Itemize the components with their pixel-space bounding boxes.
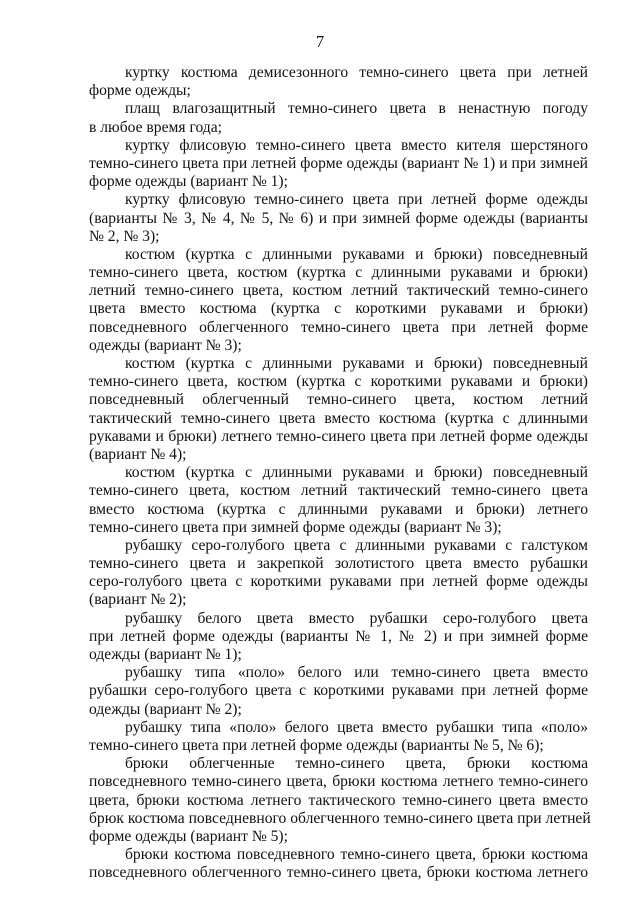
text-line: рубашку серо-голубого цвета с длинными рукавами с галстуком [125,536,588,554]
text-line: одежды (вариант № 1); [89,646,242,663]
text-line: одежды (вариант № 2); [89,700,242,718]
text-line: брюки костюма повседневного темно-синего цвета, брюки костюма [125,846,588,864]
text-line: форме одежды; [89,82,191,100]
text-line: куртку флисовую темно-синего цвета вместо кителя шерстяного [125,136,588,154]
page-number: 7 [315,32,325,51]
paragraph [89,846,588,882]
text-line: темно-синего цвета, костюм (куртка с короткими рукавами и брюки) [89,373,588,391]
text-line: летний темно-синего цвета, костюм летний тактический темно-синего [89,282,588,300]
text-line: темно-синего цвета, костюм летний тактический темно-синего цвета [89,482,588,500]
paragraph [89,664,588,719]
text-line: костюм (куртка с длинными рукавами и брюки) повседневный [125,464,588,482]
text-line: тактический темно-синего цвета вместо костюма (куртка с длинными [89,409,588,427]
paragraph [89,355,588,464]
text-line: одежды (вариант № 3); [89,336,242,354]
text-line: костюм (куртка с длинными рукавами и брюки) повседневный [125,245,588,263]
text-line: (вариант № 2); [89,591,187,609]
paragraph [89,246,588,355]
text-line: повседневного облегченного темно-синего цвета, брюки костюма летнего [89,864,588,882]
text-line: рукавами и брюки) летнего темно-синего цвета при летней форме одежды [89,427,588,445]
text-line: повседневного облегченного темно-синего цвета при летней форме [89,318,588,336]
text-line: куртку костюма демисезонного темно-синего цвета при летней [125,64,588,81]
document-body [89,64,591,882]
text-line: цвета вместо костюма (куртка с короткими рукавами и брюки) [89,300,588,318]
text-line: темно-синего цвета при летней форме одежды (вариант № 1) и при зимней [89,154,588,172]
paragraph [89,610,588,665]
text-line: костюм (куртка с длинными рукавами и брюки) повседневный [125,355,588,372]
text-line: форме одежды (вариант № 1); [89,173,288,191]
text-line: вместо костюма (куртка с длинными рукавами и брюки) летнего [89,500,588,518]
text-line: куртку флисовую темно-синего цвета при летней форме одежды [125,191,588,209]
text-line: (вариант № 4); [89,445,187,463]
paragraph [89,719,588,755]
text-line: брюки облегченные темно-синего цвета, брюки костюма [125,755,588,773]
text-line: рубашку белого цвета вместо рубашки серо-голубого цвета [125,609,588,627]
text-line: темно-синего цвета, костюм (куртка с длинными рукавами и брюки) [89,264,588,282]
text-line: повседневный облегченный темно-синего цвета, костюм летний [89,391,588,409]
text-line: брюк костюма повседневного облегченного темно-синего цвета при летней [89,809,591,827]
text-line: рубашку типа «поло» белого или темно-синего цвета вместо [125,664,588,682]
paragraph [89,755,591,846]
paragraph [89,64,588,100]
paragraph [89,464,588,537]
text-line: цвета, брюки костюма летнего тактического темно-синего цвета вместо [89,791,588,809]
paragraph [89,537,588,610]
text-line: рубашки серо-голубого цвета с короткими рукавами при летней форме [89,682,588,700]
text-line: (варианты № 3, № 4, № 5, № 6) и при зимней форме одежды (варианты [89,209,588,227]
text-line: № 2, № 3); [89,227,160,245]
text-line: темно-синего цвета при зимней форме одежды (вариант № 3); [89,518,502,536]
text-line: серо-голубого цвета с короткими рукавами при летней форме одежды [89,573,588,591]
text-line: форме одежды (вариант № 5); [89,827,288,845]
text-line: в любое время года; [89,118,222,136]
text-line: плащ влагозащитный темно-синего цвета в ненастную погоду [125,100,588,118]
text-line: повседневного темно-синего цвета, брюки костюма летнего темно-синего [89,773,588,791]
text-line: темно-синего цвета при летней форме одежды (варианты № 5, № 6); [89,736,544,754]
text-line: темно-синего цвета и закрепкой золотистого цвета вместо рубашки [89,555,588,573]
text-line: рубашку типа «поло» белого цвета вместо рубашки типа «поло» [125,718,588,736]
paragraph [89,191,588,246]
text-line: при летней форме одежды (варианты № 1, № 2) и при зимней форме [89,627,588,645]
paragraph [89,137,588,192]
paragraph [89,100,588,136]
